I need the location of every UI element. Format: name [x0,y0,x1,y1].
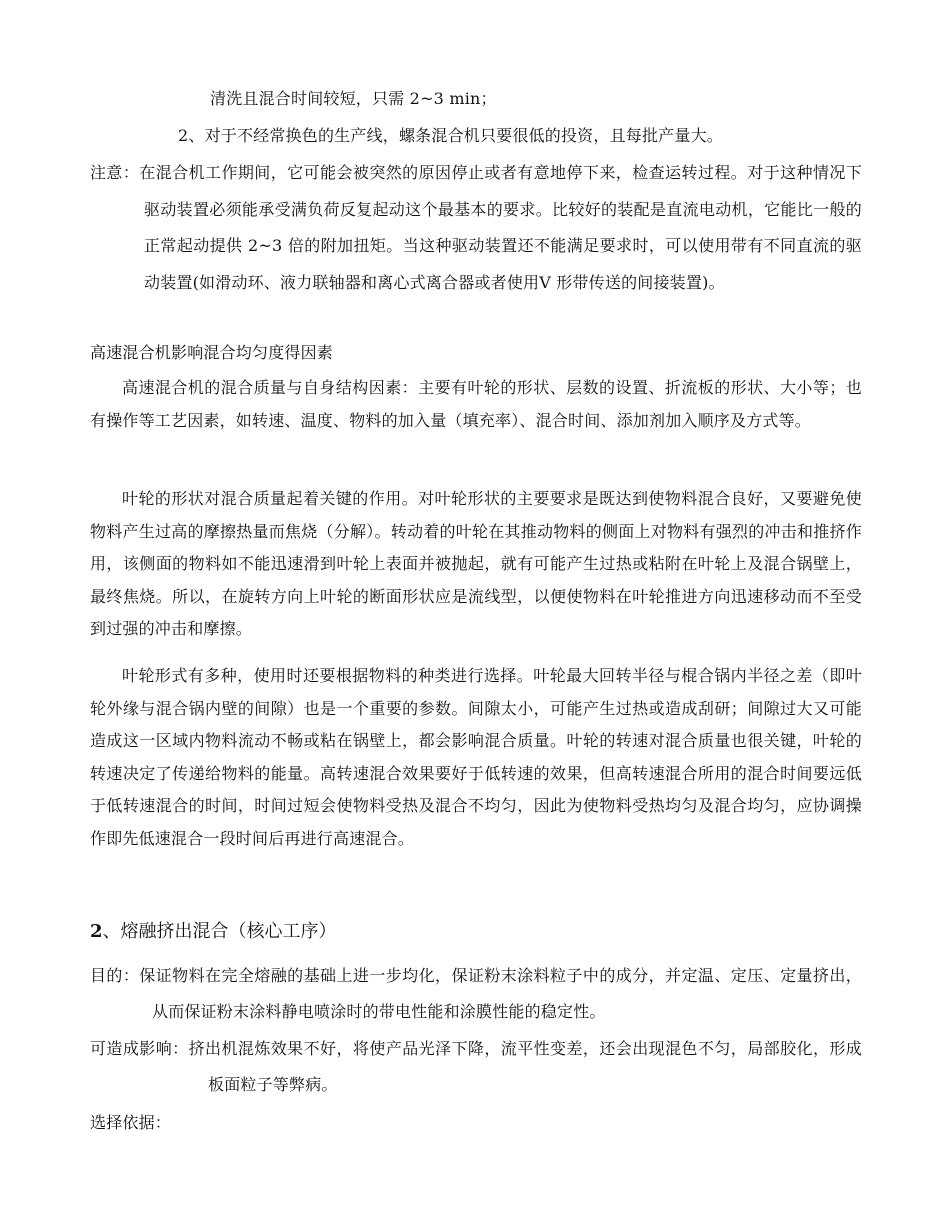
impact-label: 可造成影响： [90,1039,189,1058]
section-heading-2 [90,920,337,944]
intro-line-2: 2、对于不经常换色的生产线，螺条混合机只要很低的投资，且每批产量大。 [178,126,723,145]
note-block [90,155,862,301]
purpose-text: 保证物料在完全熔融的基础上进一步均化，保证粉末涂料粒子中的成分，并定温、定压、定量挤出，从而保证粉末涂料静电喷涂时的带电性能和涂膜性能的稳定性。 [139,966,862,1021]
purpose-label: 目的： [90,966,140,985]
impact-block [90,1031,862,1103]
impact-text: 挤出机混炼效果不好，将使产品光泽下降，流平性变差，还会出现混色不匀，局部胶化，形成板面粒子等弊病。 [188,1039,863,1094]
note-label: 注意： [90,163,140,182]
paragraph-3: 叶轮形式有多种，使用时还要根据物料的种类进行选择。叶轮最大回转半径与棍合锅内半径之差（即叶轮外缘与混合锅内壁的间隙）也是一个重要的参数。间隙太小，可能产生过热或造成刮研；间隙过大又可能造成这一区域内物料流动不畅或粘在锅壁上，都会影响混合质量。叶轮的转速对混合质量也很关键，叶轮的转速决定了传递给物料的能量。高转速混合效果要好于低转速的效果，但高转速混合所用的混合时间要远低于低转速混合的时间，时间过短会使物料受热及混合不均匀，因此为使物料受热均匀及混合均匀，应协调操作即先低速混合一段时间后再进行高速混合。 [90,666,862,848]
paragraph-1: 高速混合机的混合质量与自身结构因素：主要有叶轮的形状、层数的设置、折流板的形状、大小等；也有操作等工艺因素，如转速、温度、物料的加入量（填充率）、混合时间、添加剂加入顺序及方式等。 [90,378,862,430]
intro-line-1: 清洗且混合时间较短，只需 2~3 min； [210,89,497,108]
heading-number: 2 [90,921,103,942]
heading-title: 、熔融挤出混合（核心工序） [102,921,337,942]
note-text: 在混合机工作期间，它可能会被突然的原因停止或者有意地停下来，检查运转过程。对于这种情况下驱动装置必须能承受满负荷反复起动这个最基本的要求。比较好的装配是直流电动机，它能比一般的正常起动提供 2~3 倍的附加扭矩。当这种驱动装置还不能满足要求时，可以使用带有不同直流的驱动装置(如滑动环、液力联轴器和离心式离合器或者使用V 形带传送的间接装置)。 [139,163,862,292]
paragraph-2: 叶轮的形状对混合质量起着关键的作用。对叶轮形状的主要要求是既达到使物料混合良好，又要避免使物料产生过高的摩擦热量而焦烧（分解）。转动着的叶轮在其推动物料的侧面上对物料有强烈的冲击和推挤作用，该侧面的物料如不能迅速滑到叶轮上表面并被抛起，就有可能产生过热或粘附在叶轮上及混合锅壁上，最终焦烧。所以，在旋转方向上叶轮的断面形状应是流线型，以便使物料在叶轮推进方向迅速移动而不至受到过强的冲击和摩擦。 [90,489,862,638]
section-subtitle: 高速混合机影响混合均匀度得因素 [90,343,334,362]
basis-label: 选择依据： [90,1113,172,1132]
purpose-block [90,958,862,1030]
